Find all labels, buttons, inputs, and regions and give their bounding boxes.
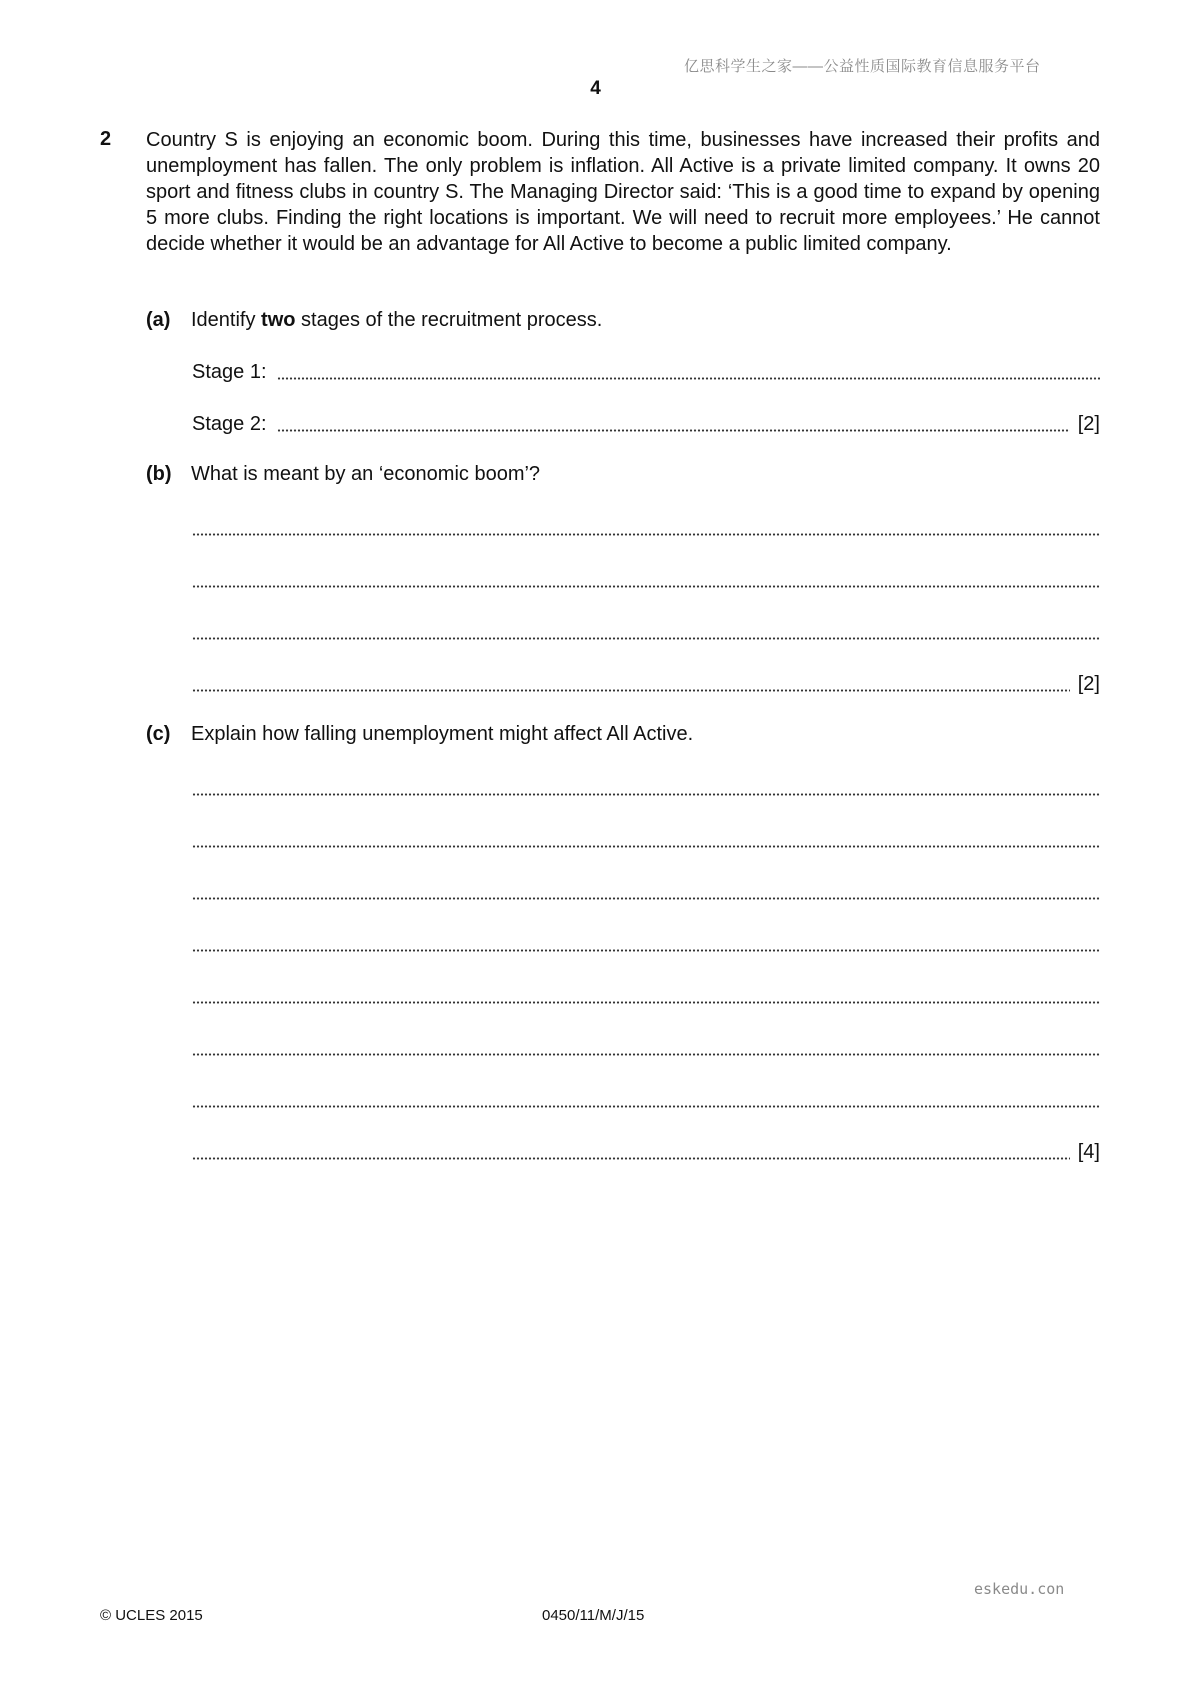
part-a-text-after: stages of the recruitment process. (295, 309, 603, 331)
dotted-line (192, 533, 1100, 536)
watermark-top: 亿思科学生之家——公益性质国际教育信息服务平台 (684, 58, 1041, 75)
watermark-bottom: eskedu.con (974, 1580, 1065, 1598)
part-b-label: (b) (146, 463, 172, 485)
footer-copyright: © UCLES 2015 (100, 1607, 203, 1624)
answer-line[interactable] (192, 672, 1100, 696)
dotted-line (192, 793, 1100, 796)
dotted-line (192, 689, 1070, 692)
answer-line-stage-2[interactable] (192, 412, 1100, 436)
page-number: 4 (590, 78, 601, 99)
dotted-line (277, 377, 1100, 380)
answer-line-stage-1[interactable] (192, 360, 1100, 384)
answer-line[interactable] (192, 776, 1100, 800)
dotted-line (192, 1105, 1100, 1108)
answer-line[interactable] (192, 620, 1100, 644)
part-a-label: (a) (146, 309, 171, 331)
part-a-text-before: Identify (191, 309, 262, 331)
answer-line[interactable] (192, 1036, 1100, 1060)
answer-line[interactable] (192, 516, 1100, 540)
stage-1-label: Stage 1: (192, 361, 267, 383)
question-number: 2 (100, 128, 112, 150)
answer-line[interactable] (192, 984, 1100, 1008)
dotted-line (192, 845, 1100, 848)
answer-line[interactable] (192, 880, 1100, 904)
part-c-label: (c) (146, 723, 171, 745)
marks-a: [2] (1077, 413, 1100, 435)
part-b-question: What is meant by an ‘economic boom’? (191, 463, 541, 485)
dotted-line (192, 949, 1100, 952)
dotted-line (192, 1053, 1100, 1056)
answer-line[interactable] (192, 1140, 1100, 1164)
footer-code: 0450/11/M/J/15 (542, 1607, 645, 1624)
dotted-line (192, 1157, 1070, 1160)
part-a-text-bold: two (261, 309, 296, 331)
question-stem: Country S is enjoying an economic boom. During this time, businesses have increased their profits and unemployment has fallen. The only problem is inflation. All Active is a private limited company. It owns 20 sport and fitness clubs in country S. The Managing Director said: ‘This is a good time to expand by opening 5 more clubs. Finding the right locations is important. We will need to recruit more employees.’ He cannot decide whether it would be an advantage for All Active to become a public limited company. (146, 129, 1100, 255)
dotted-line (277, 429, 1070, 432)
answer-line[interactable] (192, 828, 1100, 852)
dotted-line (192, 637, 1100, 640)
dotted-line (192, 897, 1100, 900)
marks-c: [4] (1077, 1141, 1100, 1163)
answer-line[interactable] (192, 932, 1100, 956)
dotted-line (192, 1001, 1100, 1004)
dotted-line (192, 585, 1100, 588)
part-c-question: Explain how falling unemployment might affect All Active. (191, 723, 694, 745)
marks-b: [2] (1077, 673, 1100, 695)
answer-line[interactable] (192, 1088, 1100, 1112)
stage-2-label: Stage 2: (192, 413, 267, 435)
part-a-question (191, 309, 602, 332)
answer-line[interactable] (192, 568, 1100, 592)
